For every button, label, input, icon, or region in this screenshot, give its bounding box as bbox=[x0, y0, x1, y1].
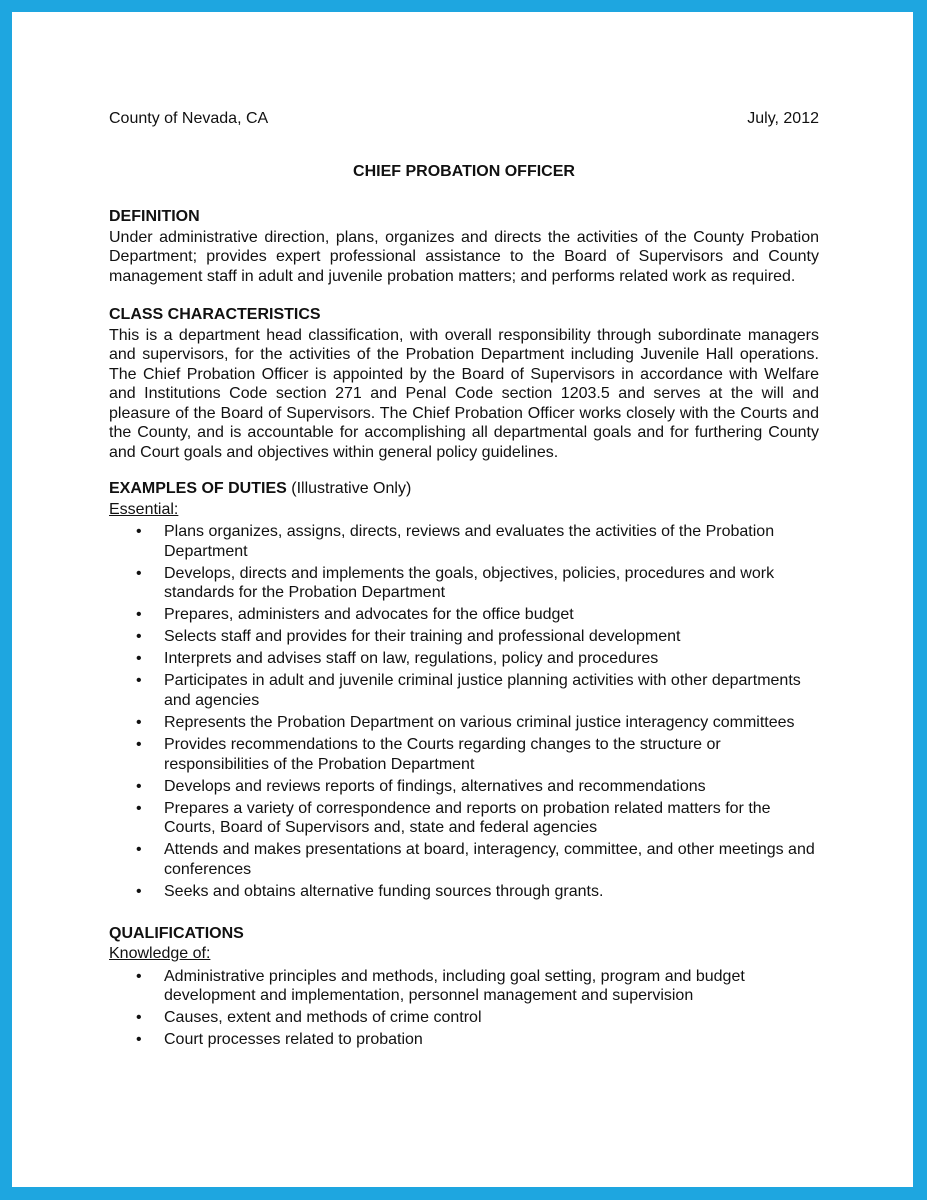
list-item-text: Develops and reviews reports of findings, alternatives and recommendations bbox=[164, 777, 706, 795]
document-date: July, 2012 bbox=[747, 110, 819, 127]
bullet-icon: • bbox=[136, 606, 142, 624]
list-item bbox=[109, 649, 819, 669]
duties-heading-note: (Illustrative Only) bbox=[291, 480, 412, 497]
list-item-text: Participates in adult and juvenile criminal justice planning activities with other departments and agencies bbox=[164, 672, 801, 709]
list-item bbox=[109, 799, 819, 838]
bullet-icon: • bbox=[136, 628, 142, 646]
bullet-icon: • bbox=[136, 841, 142, 859]
class-characteristics-text: This is a department head classification, with overall responsibility through subordinate managers and supervisors, for the activities of the Probation Department including Juvenile Hall operations. The Chief Probation Officer is appointed by the Board of Supervisors in accordance with Welfare and Institutions Code section 271 and Penal Code section 1203.5 and serves at the will and pleasure of the Board of Supervisors. The Chief Probation Officer works closely with the Courts and the County, and is accountable for accomplishing all departmental goals and for furthering County and Court goals and objectives within general policy guidelines. bbox=[109, 326, 819, 461]
list-item-text: Causes, extent and methods of crime control bbox=[164, 1009, 482, 1027]
list-item-text: Provides recommendations to the Courts regarding changes to the structure or responsibilities of the Probation Department bbox=[164, 736, 721, 773]
list-item bbox=[109, 627, 819, 647]
bullet-icon: • bbox=[136, 736, 142, 754]
bullet-icon: • bbox=[136, 564, 142, 582]
bullet-icon: • bbox=[136, 777, 142, 795]
class-characteristics-heading: CLASS CHARACTERISTICS bbox=[109, 306, 321, 323]
document-content bbox=[109, 109, 819, 1052]
bullet-icon: • bbox=[136, 1031, 142, 1049]
list-item-text: Interprets and advises staff on law, regulations, policy and procedures bbox=[164, 650, 659, 668]
list-item bbox=[109, 564, 819, 603]
bullet-icon: • bbox=[136, 967, 142, 985]
list-item bbox=[109, 713, 819, 733]
list-item-text: Selects staff and provides for their training and professional development bbox=[164, 628, 681, 646]
list-item-text: Plans organizes, assigns, directs, reviews and evaluates the activities of the Probation Department bbox=[164, 523, 775, 560]
list-item-text: Represents the Probation Department on various criminal justice interagency committees bbox=[164, 714, 795, 732]
duties-heading-line bbox=[109, 479, 819, 499]
bullet-icon: • bbox=[136, 1009, 142, 1027]
list-item-text: Administrative principles and methods, including goal setting, program and budget development and implementation, personnel management and supervision bbox=[164, 967, 745, 1005]
list-item bbox=[109, 882, 819, 902]
bullet-icon: • bbox=[136, 883, 142, 901]
list-item-text: Seeks and obtains alternative funding sources through grants. bbox=[164, 883, 604, 901]
definition-heading: DEFINITION bbox=[109, 208, 200, 225]
qualifications-subheading: Knowledge of: bbox=[109, 945, 211, 963]
duties-list bbox=[109, 522, 819, 902]
document-title: CHIEF PROBATION OFFICER bbox=[353, 162, 575, 180]
list-item bbox=[109, 522, 819, 561]
list-item bbox=[109, 840, 819, 879]
duties-subheading: Essential: bbox=[109, 500, 179, 518]
definition-text: Under administrative direction, plans, organizes and directs the activities of the County Probation Department; provides expert professional assistance to the Board of Supervisors and County management staff in adult and juvenile probation matters; and performs related work as required. bbox=[109, 228, 819, 285]
document-page bbox=[12, 12, 913, 1187]
list-item-text: Court processes related to probation bbox=[164, 1031, 423, 1049]
county-name: County of Nevada, CA bbox=[109, 110, 269, 127]
list-item bbox=[109, 967, 819, 1006]
list-item bbox=[109, 735, 819, 774]
list-item-text: Prepares, administers and advocates for the office budget bbox=[164, 606, 574, 624]
list-item-text: Develops, directs and implements the goals, objectives, policies, procedures and work standards for the Probation Department bbox=[164, 564, 775, 602]
list-item-text: Attends and makes presentations at board, interagency, committee, and other meetings and conferences bbox=[164, 841, 815, 878]
list-item bbox=[109, 1008, 819, 1028]
bullet-icon: • bbox=[136, 672, 142, 690]
list-item-text: Prepares a variety of correspondence and reports on probation related matters for the Courts, Board of Supervisors and, state and federal agencies bbox=[164, 799, 771, 837]
list-item bbox=[109, 605, 819, 625]
list-item bbox=[109, 671, 819, 710]
bullet-icon: • bbox=[136, 650, 142, 668]
bullet-icon: • bbox=[136, 523, 142, 540]
bullet-icon: • bbox=[136, 799, 142, 817]
document-header bbox=[109, 109, 819, 129]
duties-heading: EXAMPLES OF DUTIES bbox=[109, 480, 287, 497]
qualifications-list bbox=[109, 967, 819, 1050]
list-item bbox=[109, 1030, 819, 1050]
qualifications-heading: QUALIFICATIONS bbox=[109, 924, 244, 942]
list-item bbox=[109, 777, 819, 797]
bullet-icon: • bbox=[136, 714, 142, 732]
